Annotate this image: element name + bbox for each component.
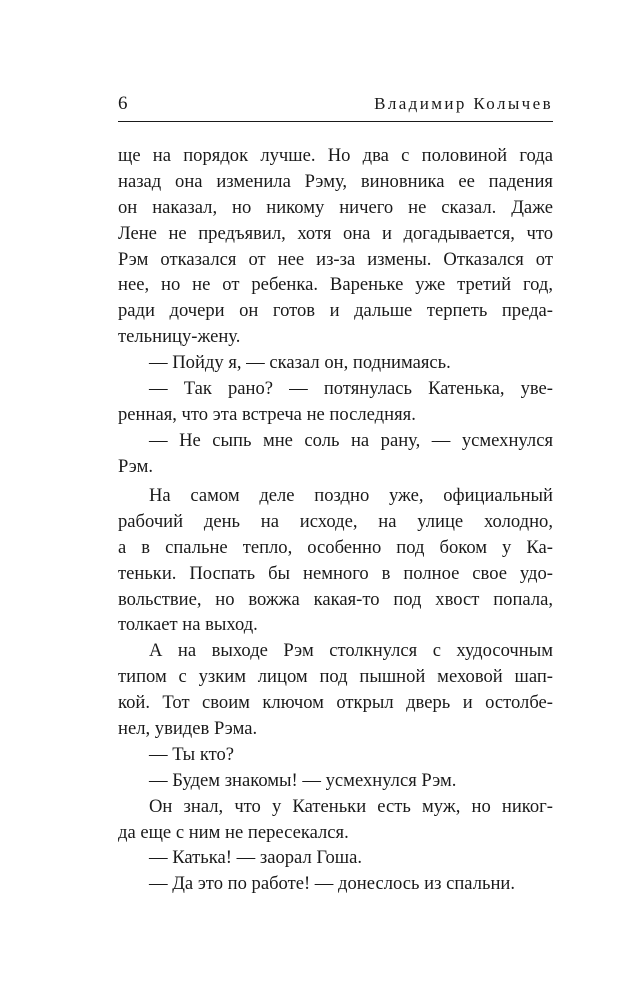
text-line: типом с узким лицом под пышной меховой шап-	[118, 666, 553, 688]
text-line: — Катька! — заорал Гоша.	[149, 847, 363, 869]
text-line: назад она изменила Рэму, виновника ее падения	[118, 170, 553, 192]
text-line: — Пойду я, — сказал он, поднимаясь.	[149, 352, 451, 374]
text-line: — Не сыпь мне соль на рану, — усмехнулся	[149, 429, 553, 451]
text-line: рабочий день на исходе, на улице холодно,	[118, 510, 553, 532]
header-rule	[118, 121, 553, 122]
text-line: он наказал, но никому ничего не сказал. Даже	[118, 196, 553, 218]
text-line: ще на порядок лучше. Но два с половиной года	[118, 145, 553, 166]
text-line: да еще с ним не пересекался.	[118, 821, 349, 843]
text-line: — Да это по работе! — донеслось из спальни.	[149, 873, 516, 895]
text-line: тельницу-жену.	[118, 326, 241, 348]
text-line: Лене не предъявил, хотя она и догадывается, что	[118, 222, 553, 244]
text-line: На самом деле поздно уже, официальный	[149, 484, 553, 506]
text-line: теньки. Поспать бы немного в полное свое удо-	[118, 562, 553, 584]
body-text	[118, 143, 553, 897]
text-line: Рэм.	[118, 455, 154, 477]
text-line: — Так рано? — потянулась Катенька, уве-	[149, 378, 553, 400]
text-line: А на выходе Рэм столкнулся с худосочным	[149, 640, 553, 662]
text-line: ради дочери он готов и дальше терпеть преда-	[118, 300, 553, 322]
text-line: — Ты кто?	[149, 743, 235, 765]
text-line: ренная, что эта встреча не последняя.	[118, 403, 416, 425]
text-line: Рэм отказался от нее из-за измены. Отказался от	[118, 248, 553, 270]
text-line: вольствие, но вожжа какая-то под хвост попала,	[118, 588, 553, 610]
text-line: нел, увидев Рэма.	[118, 717, 258, 739]
text-line: нее, но не от ребенка. Вареньке уже третий год,	[118, 274, 553, 296]
running-head	[118, 92, 553, 120]
text-line: а в спальне тепло, особенно под боком у Ка-	[118, 536, 553, 558]
page-number: 6	[118, 93, 128, 114]
text-line: — Будем знакомы! — усмехнулся Рэм.	[149, 769, 457, 791]
text-line: толкает на выход.	[118, 614, 258, 636]
text-line: Он знал, что у Катеньки есть муж, но никог-	[149, 795, 553, 817]
author-name: Владимир Колычев	[374, 94, 553, 113]
text-line: кой. Тот своим ключом открыл дверь и остолбе-	[118, 692, 553, 714]
